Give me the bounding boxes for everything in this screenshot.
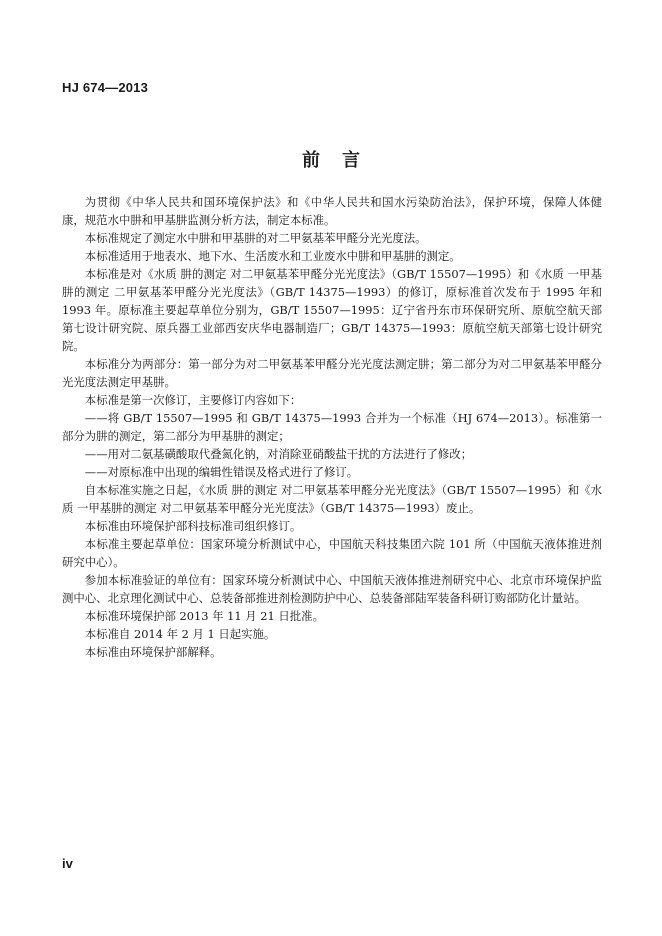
paragraph: 本标准环境保护部 2013 年 11 月 21 日批准。 [84, 609, 324, 623]
paragraph: 本标准由环境保护部解释。 [84, 645, 222, 659]
revision-item: ——用对二氨基磺酸取代叠氮化钠，对消除亚硝酸盐干扰的方法进行了修改； [84, 447, 473, 461]
revision-item: ——对原标准中出现的编辑性错误及格式进行了修订。 [84, 465, 359, 479]
revision-item: ——将 GB/T 15507—1995 和 GB/T 14375—1993 合并为一个标准（HJ 674—2013）。标准第一部分为肼的测定，第二部分为甲基肼的测定； [62, 411, 602, 443]
paragraph: 参加本标准验证的单位有：国家环境分析测试中心、中国航天液体推进剂研究中心、北京市环境保护监测中心、北京理化测试中心、总装备部推进剂检测防护中心、总装备部陆军装备科研订购部防化计量站。 [62, 573, 602, 605]
paragraph: 本标准是对《水质 肼的测定 对二甲氨基苯甲醛分光光度法》（GB/T 15507—1995）和《水质 一甲基肼的测定 二甲氨基苯甲醛分光光度法》（GB/T 14375—1993）的修订，原标准首次发布于 1995 年和 1993 年。原标准主要起草单位分别为，GB/T 15507—1995：辽宁省丹东市环保研究所、原航空航天部第七设计研究院、原兵器工业部西安庆华电器制造厂；GB/T 14375—1993：原航空航天部第七设计研究院。 [62, 267, 602, 353]
paragraph: 自本标准实施之日起，《水质 肼的测定 对二甲氨基苯甲醛分光光度法》（GB/T 15507—1995）和《水质 一甲基肼的测定 对二甲氨基苯甲醛分光光度法》（GB/T 14375—1993）废止。 [62, 483, 602, 515]
paragraph: 本标准自 2014 年 2 月 1 日起实施。 [84, 627, 276, 641]
body-text [62, 193, 602, 661]
standard-code: HJ 674—2013 [62, 80, 149, 95]
paragraph: 本标准规定了测定水中肼和甲基肼的对二甲氨基苯甲醛分光光度法。 [84, 231, 427, 245]
paragraph: 为贯彻《中华人民共和国环境保护法》和《中华人民共和国水污染防治法》，保护环境，保障人体健康，规范水中肼和甲基肼监测分析方法，制定本标准。 [62, 195, 602, 227]
paragraph: 本标准主要起草单位：国家环境分析测试中心，中国航天科技集团六院 101 所（中国航天液体推进剂研究中心）。 [62, 537, 602, 569]
paragraph: 本标准适用于地表水、地下水、生活废水和工业废水中肼和甲基肼的测定。 [84, 249, 461, 263]
paragraph: 本标准由环境保护部科技标准司组织修订。 [84, 519, 302, 533]
paragraph: 本标准分为两部分：第一部分为对二甲氨基苯甲醛分光光度法测定肼；第二部分为对二甲氨基苯甲醛分光光度法测定甲基肼。 [62, 357, 602, 389]
page-title: 前言 [302, 150, 382, 171]
paragraph: 本标准是第一次修订，主要修订内容如下： [84, 393, 302, 407]
page-number: iv [62, 856, 73, 871]
